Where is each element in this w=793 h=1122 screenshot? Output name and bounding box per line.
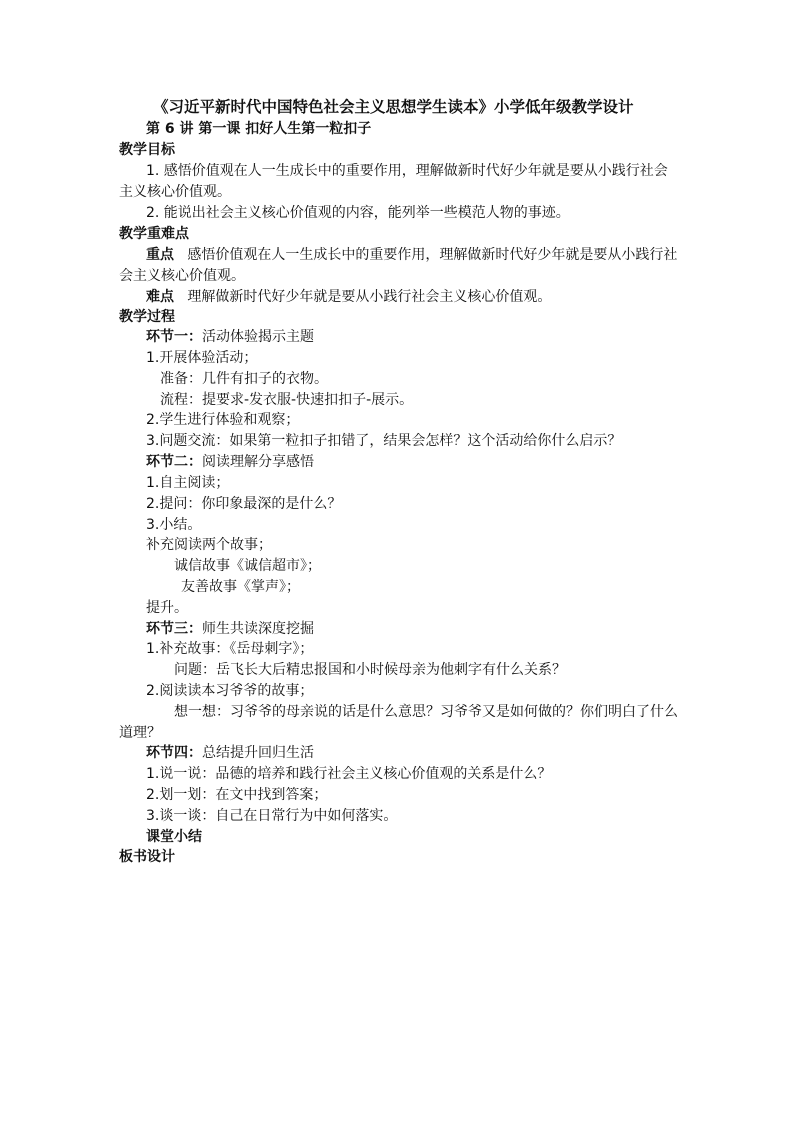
step-1-line-2: 准备：几件有扣子的衣物。 <box>160 371 328 387</box>
step-4-label: 环节四： <box>146 745 202 761</box>
difficult-point-label: 难点 <box>146 289 174 305</box>
step-1-label: 环节一： <box>146 329 202 345</box>
step-1-line-3: 流程：提要求-发衣服-快速扣扣子-展示。 <box>160 392 414 408</box>
step-3-line-4: 想一想：习爷爷的母亲说的话是什么意思？习爷爷又是如何做的？你们明白了什么 <box>174 704 678 720</box>
step-2-label: 环节二： <box>146 454 202 470</box>
key-point-text: 感悟价值观在人一生成长中的重要作用，理解做新时代好少年就是要从小践行社 <box>187 247 678 263</box>
objective-item-2: 2. 能说出社会主义核心价值观的内容，能列举一些模范人物的事迹。 <box>146 205 570 221</box>
step-1-line-1: 1.开展体验活动； <box>146 350 258 366</box>
document-subtitle: 第 6 讲 第一课 扣好人生第一粒扣子 <box>146 121 372 137</box>
step-4-title: 总结提升回归生活 <box>202 745 314 761</box>
key-point-line-1 <box>146 245 677 265</box>
step-2-line-6: 友善故事《掌声》； <box>181 579 300 595</box>
step-2-line-2: 2.提问：你印象最深的是什么？ <box>146 496 342 512</box>
step-2-line-5: 诚信故事《诚信超市》； <box>174 558 321 574</box>
step-1-title: 活动体验揭示主题 <box>202 329 314 345</box>
step-4-line-2: 2.划一划：在文中找到答案； <box>146 787 328 803</box>
step-3-label: 环节三： <box>146 621 202 637</box>
step-2-title: 阅读理解分享感悟 <box>202 454 314 470</box>
step-1-heading <box>146 327 314 347</box>
step-4-line-1: 1.说一说：品德的培养和践行社会主义核心价值观的关系是什么？ <box>146 766 552 782</box>
step-3-line-2: 问题：岳飞长大后精忠报国和小时候母亲为他刺字有什么关系？ <box>174 662 566 678</box>
step-1-line-4: 2.学生进行体验和观察； <box>146 412 300 428</box>
board-design-heading: 板书设计 <box>119 849 175 865</box>
step-2-line-1: 1.自主阅读； <box>146 475 230 491</box>
difficult-point-line <box>146 287 551 307</box>
key-point-line-2: 会主义核心价值观。 <box>119 268 245 284</box>
key-points-heading: 教学重难点 <box>119 226 189 242</box>
document-title: 《习近平新时代中国特色社会主义思想学生读本》小学低年级教学设计 <box>153 98 634 116</box>
objective-item-1-line-2: 主义核心价值观。 <box>119 184 231 200</box>
process-heading: 教学过程 <box>119 309 175 325</box>
step-3-line-3: 2.阅读读本习爷爷的故事； <box>146 683 314 699</box>
step-2-heading <box>146 452 314 472</box>
step-4-heading <box>146 743 314 763</box>
key-point-label: 重点 <box>146 247 174 263</box>
difficult-point-text: 理解做新时代好少年就是要从小践行社会主义核心价值观。 <box>187 289 552 305</box>
step-2-line-7: 提升。 <box>146 600 188 616</box>
step-3-line-5: 道理？ <box>119 725 161 741</box>
objective-item-1-line-1: 1. 感悟价值观在人一生成长中的重要作用，理解做新时代好少年就是要从小践行社会 <box>146 163 668 179</box>
summary-heading: 课堂小结 <box>146 829 202 845</box>
step-3-line-1: 1.补充故事：《岳母刺字》； <box>146 641 314 657</box>
step-1-line-5: 3.问题交流：如果第一粒扣子扣错了，结果会怎样？这个活动给你什么启示？ <box>146 433 622 449</box>
step-3-heading <box>146 619 314 639</box>
step-3-title: 师生共读深度挖掘 <box>202 621 314 637</box>
step-2-line-3: 3.小结。 <box>146 517 202 533</box>
objectives-heading: 教学目标 <box>119 142 175 158</box>
step-2-line-4: 补充阅读两个故事； <box>146 537 272 553</box>
step-4-line-3: 3.谈一谈：自己在日常行为中如何落实。 <box>146 808 398 824</box>
